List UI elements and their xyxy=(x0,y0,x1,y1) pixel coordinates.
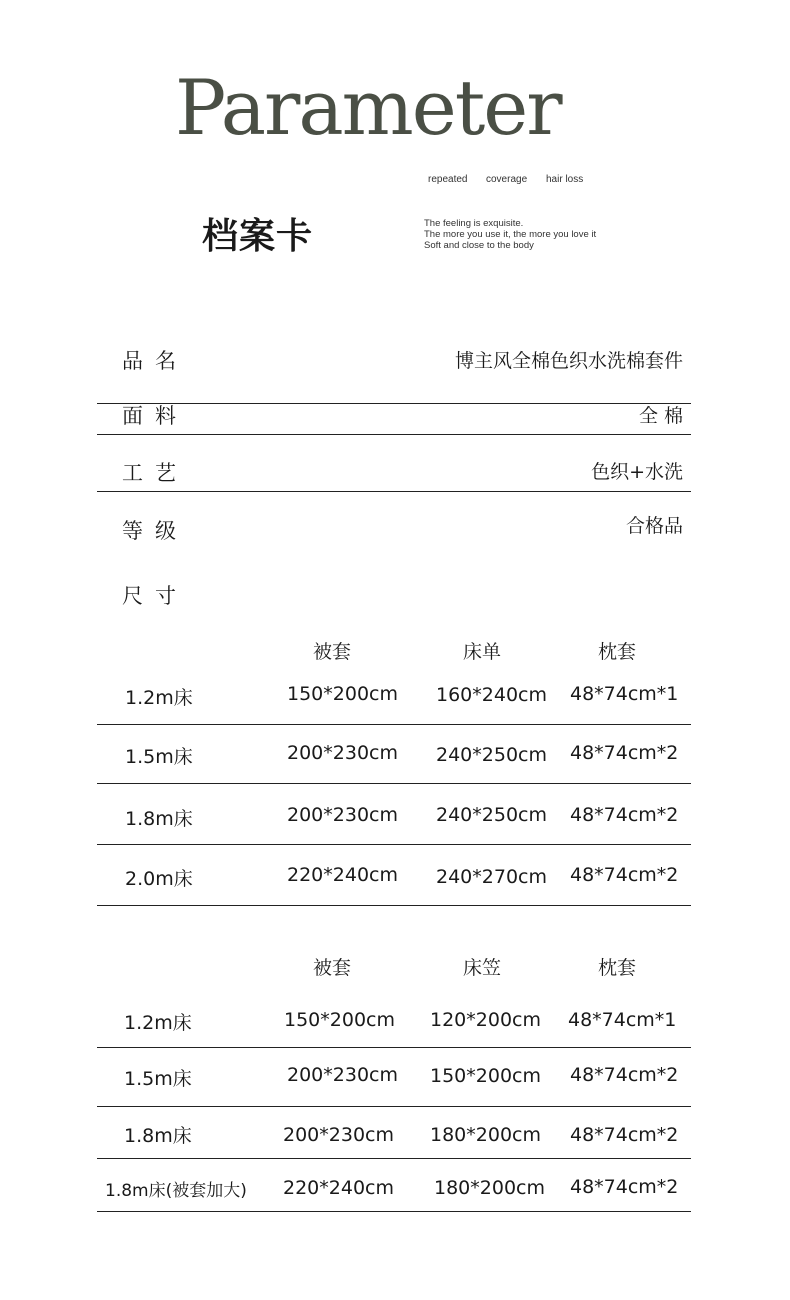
sheet-size: 240*250cm xyxy=(436,804,547,826)
param-row-name xyxy=(97,345,691,404)
param-label: 品名 xyxy=(122,349,188,373)
table-row xyxy=(97,1160,691,1212)
table1-header: 被套 xyxy=(313,641,352,663)
bed-size: 1.8m床 xyxy=(124,1125,192,1147)
param-value: 合格品 xyxy=(625,515,683,537)
param-label: 等级 xyxy=(122,519,188,543)
pillowcase-size: 48*74cm*2 xyxy=(570,742,679,764)
table1-header: 床单 xyxy=(463,641,502,663)
duvet-size: 200*230cm xyxy=(283,1124,394,1146)
duvet-size: 150*200cm xyxy=(287,683,398,705)
pillowcase-size: 48*74cm*2 xyxy=(570,1124,679,1146)
fitted-sheet-size: 120*200cm xyxy=(430,1009,541,1031)
card-title: 档案卡 xyxy=(202,216,314,257)
param-row-grade xyxy=(97,515,691,549)
param-value: 全 棉 xyxy=(638,405,683,427)
duvet-size: 200*230cm xyxy=(287,804,398,826)
table2-header: 被套 xyxy=(313,957,352,979)
pillowcase-size: 48*74cm*1 xyxy=(570,683,679,705)
table-row xyxy=(97,989,691,1048)
size-label: 尺寸 xyxy=(122,584,188,608)
page-title: Parameter xyxy=(175,63,561,152)
fitted-sheet-size: 150*200cm xyxy=(430,1065,541,1087)
bed-size: 1.8m床(被套加大) xyxy=(105,1181,247,1201)
table-row xyxy=(97,666,691,725)
param-label: 工艺 xyxy=(122,461,188,485)
blurb-line: Soft and close to the body xyxy=(424,240,534,251)
table2-header: 床笠 xyxy=(463,957,502,979)
bed-size: 1.8m床 xyxy=(125,808,193,830)
duvet-size: 200*230cm xyxy=(287,1064,398,1086)
blurb xyxy=(424,218,596,251)
table-row xyxy=(97,1103,691,1159)
tag-repeated: repeated xyxy=(428,174,468,185)
bed-size: 1.5m床 xyxy=(124,1068,192,1090)
param-label: 面料 xyxy=(122,404,188,428)
param-value: 色织+水洗 xyxy=(591,461,683,483)
sheet-size: 160*240cm xyxy=(436,684,547,706)
table2-header: 枕套 xyxy=(598,957,637,979)
fitted-sheet-size: 180*200cm xyxy=(430,1124,541,1146)
duvet-size: 150*200cm xyxy=(284,1009,395,1031)
bed-size: 1.2m床 xyxy=(125,687,193,709)
table-row xyxy=(97,1048,691,1107)
table-row xyxy=(97,725,691,784)
duvet-size: 220*240cm xyxy=(287,864,398,886)
blurb-line: The feeling is exquisite. xyxy=(424,218,524,229)
bed-size: 1.2m床 xyxy=(124,1012,192,1034)
table-row xyxy=(97,786,691,845)
pillowcase-size: 48*74cm*2 xyxy=(570,804,679,826)
pillowcase-size: 48*74cm*2 xyxy=(570,864,679,886)
param-row-fabric xyxy=(97,400,691,435)
table1-header: 枕套 xyxy=(598,641,637,663)
table-row xyxy=(97,847,691,906)
pillowcase-size: 48*74cm*2 xyxy=(570,1176,679,1198)
sheet-size: 240*270cm xyxy=(436,866,547,888)
tag-hair-loss: hair loss xyxy=(546,174,584,185)
bed-size: 1.5m床 xyxy=(125,746,193,768)
param-row-process xyxy=(97,457,691,492)
bed-size: 2.0m床 xyxy=(125,868,193,890)
pillowcase-size: 48*74cm*2 xyxy=(570,1064,679,1086)
blurb-line: The more you use it, the more you love it xyxy=(424,229,597,240)
duvet-size: 220*240cm xyxy=(283,1177,394,1199)
fitted-sheet-size: 180*200cm xyxy=(434,1177,545,1199)
duvet-size: 200*230cm xyxy=(287,742,398,764)
pillowcase-size: 48*74cm*1 xyxy=(568,1009,677,1031)
sheet-size: 240*250cm xyxy=(436,744,547,766)
param-value: 博主风全棉色织水洗棉套件 xyxy=(454,350,683,372)
tag-coverage: coverage xyxy=(486,174,528,185)
